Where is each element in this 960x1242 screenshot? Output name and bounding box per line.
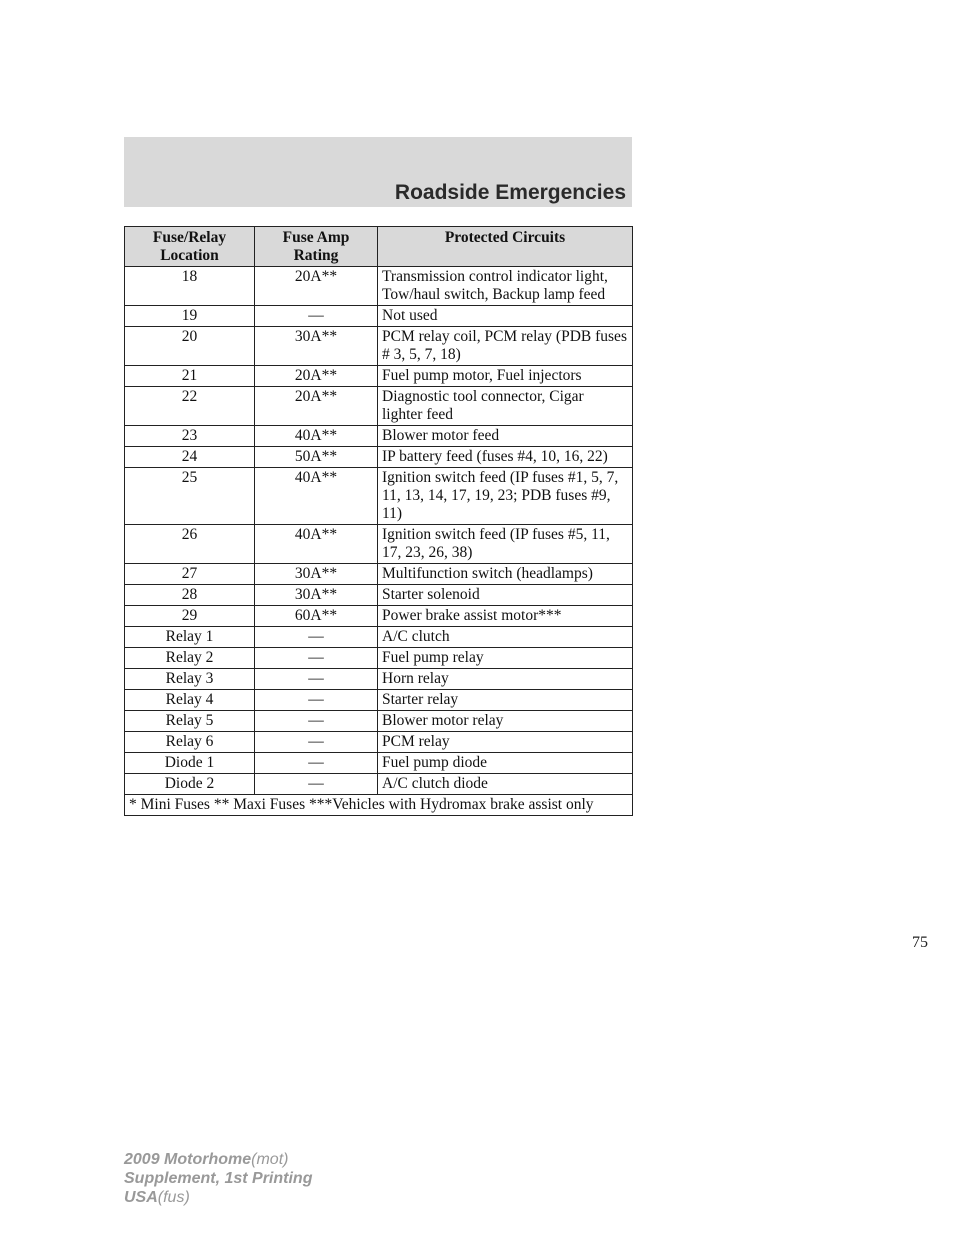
footer-model-code: (mot) bbox=[251, 1151, 289, 1168]
cell-circuits: Blower motor feed bbox=[378, 426, 633, 447]
footnote-row bbox=[125, 795, 633, 816]
cell-rating: 40A** bbox=[255, 426, 378, 447]
cell-location: Diode 1 bbox=[125, 753, 255, 774]
cell-circuits: Not used bbox=[378, 306, 633, 327]
cell-rating: 40A** bbox=[255, 525, 378, 564]
cell-location: Relay 6 bbox=[125, 732, 255, 753]
cell-circuits: Ignition switch feed (IP fuses #1, 5, 7, 11, 13, 14, 17, 19, 23; PDB fuses #9, 11) bbox=[378, 468, 633, 525]
footer-line-2 bbox=[124, 1169, 312, 1188]
table-row bbox=[125, 774, 633, 795]
cell-rating: — bbox=[255, 306, 378, 327]
column-header-rating bbox=[255, 227, 378, 267]
table-row bbox=[125, 606, 633, 627]
cell-rating: — bbox=[255, 690, 378, 711]
cell-location: 19 bbox=[125, 306, 255, 327]
cell-circuits: Starter solenoid bbox=[378, 585, 633, 606]
column-header-location bbox=[125, 227, 255, 267]
column-header-rating-line2: Rating bbox=[293, 247, 339, 264]
page-number: 75 bbox=[912, 934, 928, 951]
cell-rating: 60A** bbox=[255, 606, 378, 627]
table-row bbox=[125, 711, 633, 732]
footer-line-3 bbox=[124, 1188, 312, 1207]
table-footnote: * Mini Fuses ** Maxi Fuses ***Vehicles with Hydromax brake assist only bbox=[125, 795, 633, 816]
cell-rating: 20A** bbox=[255, 267, 378, 306]
table-row bbox=[125, 366, 633, 387]
table-row bbox=[125, 306, 633, 327]
cell-circuits: PCM relay coil, PCM relay (PDB fuses # 3, 5, 7, 18) bbox=[378, 327, 633, 366]
cell-circuits: Fuel pump motor, Fuel injectors bbox=[378, 366, 633, 387]
table-body bbox=[125, 267, 633, 795]
section-header-band bbox=[124, 137, 632, 207]
cell-circuits: A/C clutch bbox=[378, 627, 633, 648]
fuse-relay-table bbox=[124, 226, 633, 816]
cell-location: Relay 3 bbox=[125, 669, 255, 690]
cell-location: 24 bbox=[125, 447, 255, 468]
column-header-location-line1: Fuse/Relay bbox=[152, 229, 227, 246]
cell-circuits: Transmission control indicator light, Tow/haul switch, Backup lamp feed bbox=[378, 267, 633, 306]
cell-location: 27 bbox=[125, 564, 255, 585]
section-title: Roadside Emergencies bbox=[394, 181, 626, 204]
cell-rating: 50A** bbox=[255, 447, 378, 468]
footer-printing: Supplement, 1st Printing bbox=[124, 1170, 313, 1187]
cell-location: Diode 2 bbox=[125, 774, 255, 795]
cell-circuits: IP battery feed (fuses #4, 10, 16, 22) bbox=[378, 447, 633, 468]
footer-model: 2009 Motorhome bbox=[124, 1151, 252, 1168]
footer-market: USA bbox=[124, 1189, 158, 1206]
table-row bbox=[125, 627, 633, 648]
table-row bbox=[125, 690, 633, 711]
cell-circuits: Diagnostic tool connector, Cigar lighter feed bbox=[378, 387, 633, 426]
cell-location: 26 bbox=[125, 525, 255, 564]
table-row bbox=[125, 564, 633, 585]
column-header-rating-line1: Fuse Amp bbox=[282, 229, 350, 246]
table-row bbox=[125, 525, 633, 564]
cell-circuits: PCM relay bbox=[378, 732, 633, 753]
cell-rating: 40A** bbox=[255, 468, 378, 525]
cell-circuits: Starter relay bbox=[378, 690, 633, 711]
cell-location: 18 bbox=[125, 267, 255, 306]
cell-location: 20 bbox=[125, 327, 255, 366]
cell-rating: — bbox=[255, 711, 378, 732]
cell-location: 28 bbox=[125, 585, 255, 606]
cell-circuits: Blower motor relay bbox=[378, 711, 633, 732]
footer-market-code: (fus) bbox=[157, 1189, 190, 1206]
column-header-location-line2: Location bbox=[160, 247, 219, 264]
table-row bbox=[125, 267, 633, 306]
cell-circuits: A/C clutch diode bbox=[378, 774, 633, 795]
cell-location: Relay 1 bbox=[125, 627, 255, 648]
cell-location: Relay 2 bbox=[125, 648, 255, 669]
cell-rating: 20A** bbox=[255, 387, 378, 426]
cell-rating: 30A** bbox=[255, 585, 378, 606]
cell-circuits: Power brake assist motor*** bbox=[378, 606, 633, 627]
document-footer bbox=[124, 1150, 312, 1207]
column-header-circuits bbox=[378, 227, 633, 267]
cell-rating: — bbox=[255, 774, 378, 795]
cell-rating: 30A** bbox=[255, 327, 378, 366]
cell-circuits: Fuel pump diode bbox=[378, 753, 633, 774]
cell-rating: — bbox=[255, 627, 378, 648]
table-row bbox=[125, 426, 633, 447]
cell-circuits: Ignition switch feed (IP fuses #5, 11, 17, 23, 26, 38) bbox=[378, 525, 633, 564]
table-row bbox=[125, 327, 633, 366]
column-header-circuits-line1: Protected Circuits bbox=[444, 229, 566, 246]
cell-rating: — bbox=[255, 648, 378, 669]
cell-rating: — bbox=[255, 669, 378, 690]
cell-circuits: Fuel pump relay bbox=[378, 648, 633, 669]
table-row bbox=[125, 585, 633, 606]
cell-location: Relay 5 bbox=[125, 711, 255, 732]
footer-line-1 bbox=[124, 1150, 312, 1169]
table-row bbox=[125, 669, 633, 690]
table-row bbox=[125, 753, 633, 774]
cell-rating: 30A** bbox=[255, 564, 378, 585]
cell-rating: 20A** bbox=[255, 366, 378, 387]
cell-circuits: Horn relay bbox=[378, 669, 633, 690]
cell-location: 21 bbox=[125, 366, 255, 387]
cell-rating: — bbox=[255, 732, 378, 753]
cell-location: 23 bbox=[125, 426, 255, 447]
table-row bbox=[125, 648, 633, 669]
cell-location: Relay 4 bbox=[125, 690, 255, 711]
cell-location: 22 bbox=[125, 387, 255, 426]
cell-location: 29 bbox=[125, 606, 255, 627]
cell-circuits: Multifunction switch (headlamps) bbox=[378, 564, 633, 585]
table-row bbox=[125, 387, 633, 426]
table-header-row bbox=[125, 227, 633, 267]
cell-rating: — bbox=[255, 753, 378, 774]
table-row bbox=[125, 468, 633, 525]
table-row bbox=[125, 732, 633, 753]
table-row bbox=[125, 447, 633, 468]
cell-location: 25 bbox=[125, 468, 255, 525]
